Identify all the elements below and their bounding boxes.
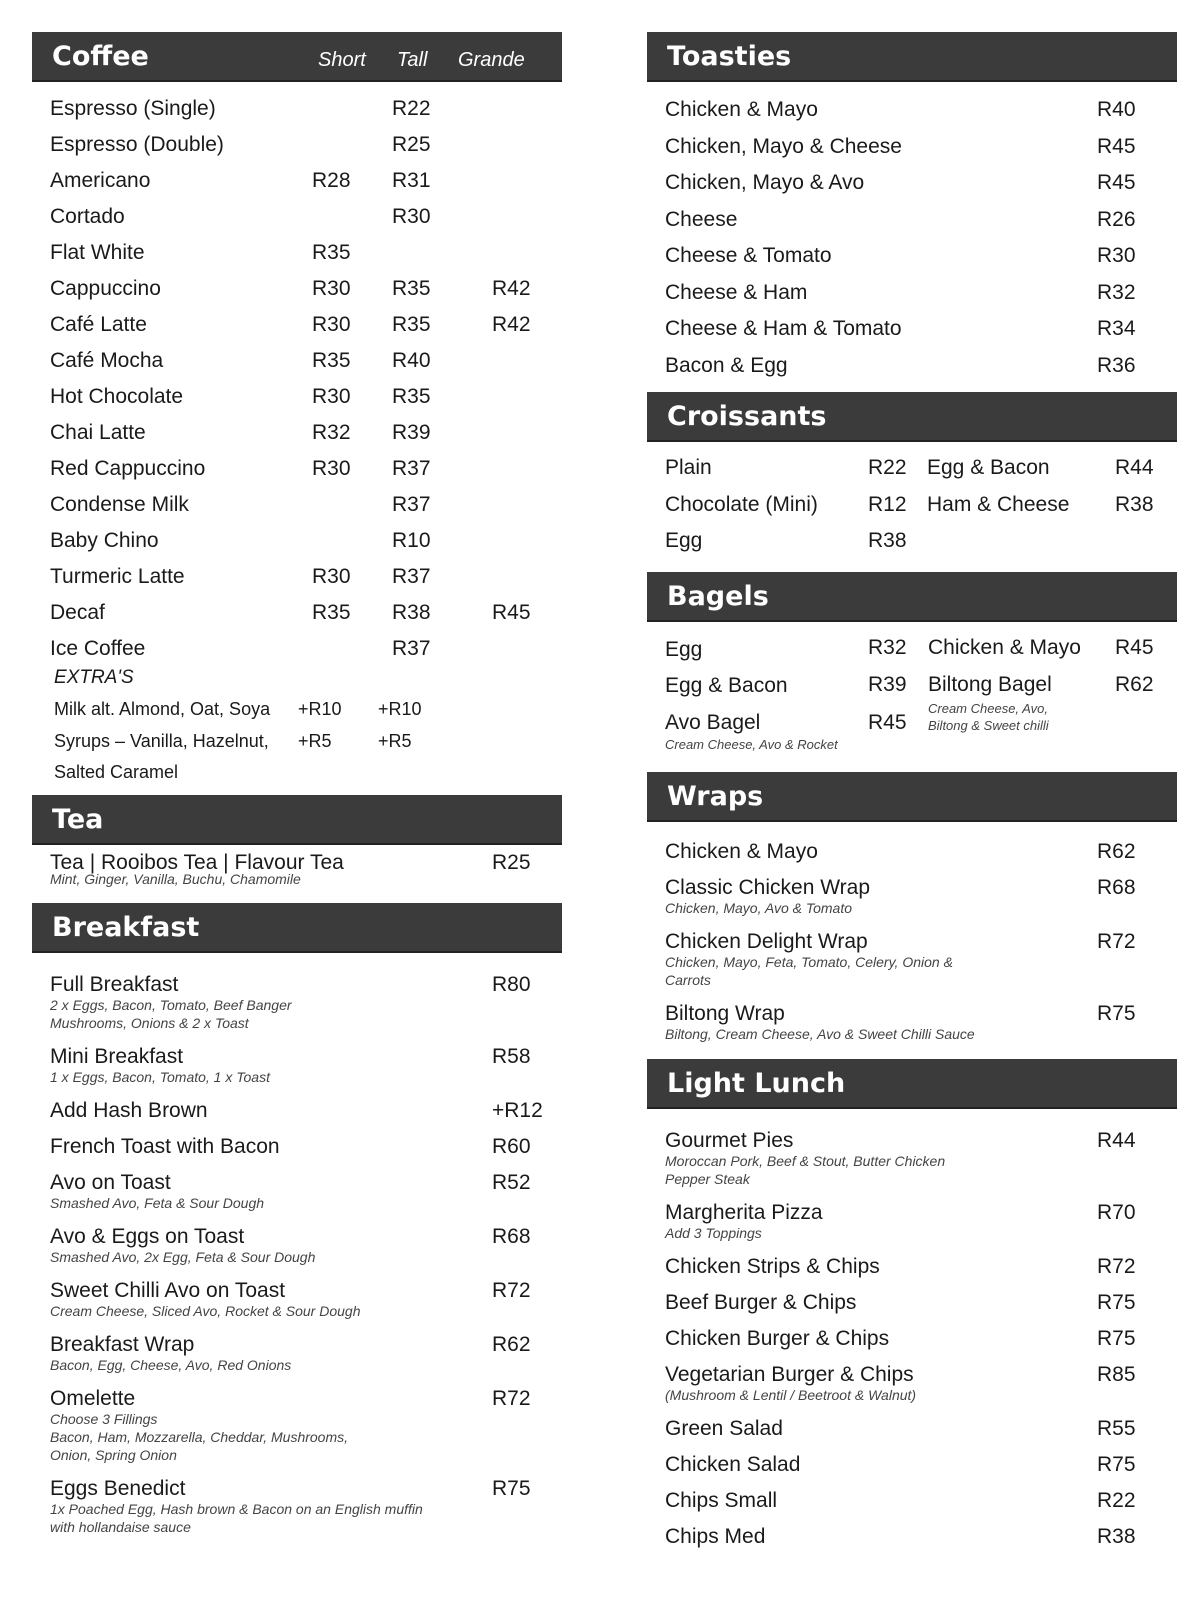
bagel-item: Egg [665, 638, 703, 661]
coffee-price-short: R30 [312, 313, 351, 336]
menu-row [32, 1471, 562, 1543]
coffee-name: Decaf [50, 601, 105, 624]
coffee-row [32, 235, 562, 271]
item-desc: Chicken, Mayo, Feta, Tomato, Celery, Onion & [665, 954, 953, 970]
item-price: R75 [1097, 1291, 1136, 1314]
coffee-row [32, 307, 562, 343]
bagel-item: Chicken & Mayo [928, 636, 1081, 659]
breakfast-list [32, 953, 562, 1543]
coffee-name: Condense Milk [50, 493, 189, 516]
item-name: Chips Small [665, 1489, 778, 1512]
item-price: R75 [492, 1477, 531, 1500]
wraps-header [647, 772, 1177, 822]
item-price: R58 [492, 1045, 531, 1068]
croissant-item: Ham & Cheese [927, 493, 1070, 516]
wraps-list [647, 822, 1177, 1059]
item-name: Chicken Burger & Chips [665, 1327, 890, 1350]
item-name: Add Hash Brown [50, 1099, 208, 1122]
coffee-price-tall: R31 [392, 169, 431, 192]
croissant-item: Chocolate (Mini) [665, 493, 818, 516]
coffee-price-short: R32 [312, 421, 351, 444]
croissants-title: Croissants [667, 401, 827, 432]
coffee-row [32, 415, 562, 451]
coffee-name: Baby Chino [50, 529, 159, 552]
croissant-price: R44 [1115, 456, 1154, 479]
item-price: R75 [1097, 1002, 1136, 1025]
extra-caramel: Salted Caramel [54, 762, 179, 782]
coffee-name: Chai Latte [50, 421, 146, 444]
tea-name: Tea | Rooibos Tea | Flavour Tea [50, 851, 344, 874]
menu-row [32, 1129, 562, 1165]
item-desc: (Mushroom & Lentil / Beetroot & Walnut) [665, 1387, 917, 1403]
menu-row [32, 1381, 562, 1471]
light-lunch-list [647, 1109, 1177, 1555]
item-desc: Mushrooms, Onions & 2 x Toast [50, 1015, 249, 1031]
menu-row [647, 1123, 1177, 1195]
croissants-grid [647, 442, 1177, 572]
tea-item [32, 845, 562, 903]
item-price: R85 [1097, 1363, 1136, 1386]
croissant-item: Plain [665, 456, 712, 479]
item-desc: Bacon, Ham, Mozzarella, Cheddar, Mushrooms, [50, 1429, 349, 1445]
tea-desc: Mint, Ginger, Vanilla, Buchu, Chamomile [50, 871, 301, 887]
menu-row [32, 1219, 562, 1273]
item-name: Breakfast Wrap [50, 1333, 195, 1356]
toastie-name: Chicken & Mayo [665, 98, 818, 121]
item-price: R72 [492, 1387, 531, 1410]
menu-row [647, 1249, 1177, 1285]
coffee-name: Hot Chocolate [50, 385, 184, 408]
bagel-price: R32 [868, 636, 907, 659]
croissant-item: Egg & Bacon [927, 456, 1050, 479]
item-desc: 1 x Eggs, Bacon, Tomato, 1 x Toast [50, 1069, 270, 1085]
menu-row [647, 924, 1177, 996]
menu-row [647, 1285, 1177, 1321]
coffee-row [32, 559, 562, 595]
toasties-title: Toasties [667, 41, 792, 72]
toastie-price: R45 [1097, 134, 1136, 158]
coffee-price-short: R30 [312, 385, 351, 408]
item-price: R55 [1097, 1417, 1136, 1440]
item-name: Chicken Salad [665, 1453, 801, 1476]
item-price: R68 [1097, 876, 1136, 899]
coffee-row [32, 271, 562, 307]
item-name: Vegetarian Burger & Chips [665, 1363, 914, 1386]
menu-row [647, 870, 1177, 924]
coffee-price-short: R28 [312, 169, 351, 192]
item-name: Avo & Eggs on Toast [50, 1225, 245, 1248]
item-price: R72 [1097, 930, 1136, 953]
coffee-name: Ice Coffee [50, 637, 146, 660]
bagels-header [647, 572, 1177, 622]
item-name: Chicken & Mayo [665, 840, 818, 863]
bagel-price: R45 [868, 711, 907, 734]
toasties-header [647, 32, 1177, 82]
coffee-row [32, 631, 562, 667]
coffee-name: Espresso (Single) [50, 97, 216, 120]
bagel-desc: Cream Cheese, Avo, [928, 701, 1048, 716]
bagel-price: R39 [868, 673, 907, 696]
item-price: R44 [1097, 1129, 1136, 1152]
coffee-price-tall: R38 [392, 601, 431, 624]
coffee-row [32, 595, 562, 631]
coffee-price-tall: R37 [392, 565, 431, 588]
item-name: Sweet Chilli Avo on Toast [50, 1279, 286, 1302]
toastie-price: R30 [1097, 244, 1136, 267]
toastie-name: Chicken, Mayo & Avo [665, 171, 865, 194]
breakfast-header [32, 903, 562, 953]
coffee-price-tall: R37 [392, 457, 431, 480]
menu-row [647, 1447, 1177, 1483]
item-price: R62 [1097, 840, 1136, 863]
bagel-price: R45 [1115, 636, 1154, 659]
coffee-price-grande: R42 [492, 277, 531, 300]
item-price: R72 [492, 1279, 531, 1302]
item-name: French Toast with Bacon [50, 1135, 280, 1158]
item-price: R52 [492, 1171, 531, 1194]
toastie-price: R34 [1097, 317, 1136, 340]
size-tall: Tall [397, 49, 428, 71]
toastie-row [647, 165, 1177, 202]
extra-milk-short: +R10 [298, 699, 342, 719]
coffee-name: Americano [50, 169, 151, 192]
item-desc: Bacon, Egg, Cheese, Avo, Red Onions [50, 1357, 292, 1373]
item-desc: Chicken, Mayo, Avo & Tomato [665, 900, 853, 916]
item-name: Mini Breakfast [50, 1045, 184, 1068]
item-price: R80 [492, 973, 531, 996]
item-name: Eggs Benedict [50, 1477, 186, 1500]
coffee-price-tall: R30 [392, 205, 431, 228]
size-short: Short [318, 49, 366, 71]
bagel-item: Egg & Bacon [665, 674, 788, 697]
coffee-row [32, 127, 562, 163]
menu-row [32, 1039, 562, 1093]
toasties-list [647, 82, 1177, 392]
coffee-price-tall: R35 [392, 313, 431, 336]
coffee-price-tall: R10 [392, 529, 431, 552]
menu-row [647, 834, 1177, 870]
coffee-price-tall: R22 [392, 97, 431, 120]
coffee-title: Coffee [52, 41, 149, 72]
bagel-desc: Cream Cheese, Avo & Rocket [665, 737, 838, 752]
coffee-price-short: R35 [312, 601, 351, 624]
item-name: Full Breakfast [50, 973, 179, 996]
bagel-desc: Biltong & Sweet chilli [928, 718, 1049, 733]
item-desc: Add 3 Toppings [665, 1225, 762, 1241]
croissants-header [647, 392, 1177, 442]
item-price: R68 [492, 1225, 531, 1248]
coffee-row [32, 379, 562, 415]
tea-price: R25 [492, 851, 531, 874]
coffee-row [32, 523, 562, 559]
menu-row [647, 1411, 1177, 1447]
toastie-row [647, 202, 1177, 239]
menu-row [647, 1357, 1177, 1411]
item-name: Margherita Pizza [665, 1201, 823, 1224]
item-price: +R12 [492, 1099, 543, 1122]
menu-row [32, 1273, 562, 1327]
item-desc: Biltong, Cream Cheese, Avo & Sweet Chilli Sauce [665, 1026, 975, 1042]
menu-row [647, 1195, 1177, 1249]
coffee-price-tall: R40 [392, 349, 431, 372]
coffee-price-short: R30 [312, 565, 351, 588]
toastie-price: R26 [1097, 207, 1136, 231]
extra-syrups: Syrups – Vanilla, Hazelnut, [54, 731, 269, 751]
toastie-row [647, 311, 1177, 348]
tea-title: Tea [52, 804, 104, 835]
item-price: R70 [1097, 1201, 1136, 1224]
coffee-price-tall: R25 [392, 133, 431, 156]
bagel-price: R62 [1115, 673, 1154, 696]
extras-label: EXTRA'S [54, 667, 134, 688]
coffee-price-short: R30 [312, 277, 351, 300]
item-price: R75 [1097, 1327, 1136, 1350]
coffee-price-short: R35 [312, 241, 351, 264]
extra-syrups-tall: +R5 [378, 731, 412, 751]
toastie-row [647, 348, 1177, 385]
item-price: R62 [492, 1333, 531, 1356]
wraps-title: Wraps [667, 781, 764, 812]
menu-row [647, 1519, 1177, 1555]
coffee-name: Cortado [50, 205, 125, 228]
item-name: Chicken Delight Wrap [665, 930, 868, 953]
toastie-name: Cheese & Tomato [665, 244, 832, 267]
toastie-name: Cheese & Ham & Tomato [665, 317, 902, 340]
coffee-price-tall: R37 [392, 637, 431, 660]
menu-row [32, 1327, 562, 1381]
coffee-header [32, 32, 562, 82]
menu-row [647, 996, 1177, 1050]
croissant-item: Egg [665, 529, 703, 552]
toastie-name: Chicken, Mayo & Cheese [665, 134, 902, 158]
item-desc: 2 x Eggs, Bacon, Tomato, Beef Banger [50, 997, 292, 1013]
coffee-price-short: R35 [312, 349, 351, 372]
bagel-item: Avo Bagel [665, 711, 761, 734]
toastie-row [647, 129, 1177, 166]
item-desc: Choose 3 Fillings [50, 1411, 158, 1427]
extra-milk: Milk alt. Almond, Oat, Soya [54, 699, 271, 719]
item-price: R72 [1097, 1255, 1136, 1278]
left-column [32, 32, 562, 1543]
toastie-name: Bacon & Egg [665, 353, 788, 377]
coffee-price-tall: R37 [392, 493, 431, 516]
coffee-row [32, 487, 562, 523]
light-lunch-title: Light Lunch [667, 1068, 846, 1099]
right-column [647, 32, 1177, 1555]
extra-milk-tall: +R10 [378, 699, 422, 719]
coffee-name: Espresso (Double) [50, 133, 224, 156]
coffee-price-grande: R45 [492, 601, 531, 624]
toastie-row [647, 92, 1177, 129]
item-name: Omelette [50, 1387, 136, 1410]
item-name: Biltong Wrap [665, 1002, 785, 1025]
coffee-name: Red Cappuccino [50, 457, 206, 480]
coffee-row [32, 343, 562, 379]
size-grande: Grande [458, 49, 525, 71]
coffee-row [32, 199, 562, 235]
coffee-price-grande: R42 [492, 313, 531, 336]
menu-row [647, 1483, 1177, 1519]
item-name: Beef Burger & Chips [665, 1291, 857, 1314]
item-desc: Smashed Avo, Feta & Sour Dough [50, 1195, 265, 1211]
toastie-name: Cheese & Ham [665, 280, 808, 304]
coffee-list [32, 82, 562, 667]
item-desc: Moroccan Pork, Beef & Stout, Butter Chicken [665, 1153, 946, 1169]
toastie-price: R32 [1097, 280, 1136, 304]
croissant-price: R38 [868, 529, 907, 552]
item-name: Classic Chicken Wrap [665, 876, 871, 899]
coffee-name: Café Latte [50, 313, 147, 336]
item-name: Avo on Toast [50, 1171, 171, 1194]
toastie-price: R40 [1097, 98, 1136, 121]
coffee-name: Cappuccino [50, 277, 161, 300]
item-price: R22 [1097, 1489, 1136, 1512]
croissant-price: R12 [868, 493, 907, 516]
item-desc: with hollandaise sauce [50, 1519, 191, 1535]
item-name: Gourmet Pies [665, 1129, 794, 1152]
coffee-row [32, 91, 562, 127]
item-desc: Cream Cheese, Sliced Avo, Rocket & Sour Dough [50, 1303, 361, 1319]
toastie-row [647, 238, 1177, 275]
item-price: R75 [1097, 1453, 1136, 1476]
toastie-price: R36 [1097, 353, 1136, 377]
toastie-name: Cheese [665, 207, 738, 231]
toastie-price: R45 [1097, 171, 1136, 194]
bagel-item: Biltong Bagel [928, 673, 1052, 696]
menu-row [32, 967, 562, 1039]
coffee-name: Café Mocha [50, 349, 164, 372]
item-desc: Smashed Avo, 2x Egg, Feta & Sour Dough [50, 1249, 316, 1265]
item-desc: Pepper Steak [665, 1171, 750, 1187]
tea-header [32, 795, 562, 845]
item-name: Chips Med [665, 1525, 766, 1548]
menu-row [32, 1165, 562, 1219]
item-desc: Onion, Spring Onion [50, 1447, 177, 1463]
croissant-price: R22 [868, 456, 907, 479]
coffee-price-tall: R35 [392, 277, 431, 300]
coffee-price-tall: R35 [392, 385, 431, 408]
bagels-title: Bagels [667, 581, 769, 612]
item-price: R60 [492, 1135, 531, 1158]
breakfast-title: Breakfast [52, 912, 200, 943]
coffee-extras [32, 667, 562, 783]
item-desc: 1x Poached Egg, Hash brown & Bacon on an English muffin [50, 1501, 423, 1517]
bagels-grid [647, 622, 1177, 772]
coffee-price-tall: R39 [392, 421, 431, 444]
extra-syrups-short: +R5 [298, 731, 332, 751]
item-desc: Carrots [665, 972, 711, 988]
coffee-row [32, 163, 562, 199]
toastie-row [647, 275, 1177, 312]
menu-row [647, 1321, 1177, 1357]
item-name: Chicken Strips & Chips [665, 1255, 880, 1278]
menu-row [32, 1093, 562, 1129]
coffee-name: Turmeric Latte [50, 565, 185, 588]
item-price: R38 [1097, 1525, 1136, 1548]
coffee-price-short: R30 [312, 457, 351, 480]
item-name: Green Salad [665, 1417, 783, 1440]
coffee-name: Flat White [50, 241, 145, 264]
croissant-price: R38 [1115, 493, 1154, 516]
coffee-row [32, 451, 562, 487]
light-lunch-header [647, 1059, 1177, 1109]
